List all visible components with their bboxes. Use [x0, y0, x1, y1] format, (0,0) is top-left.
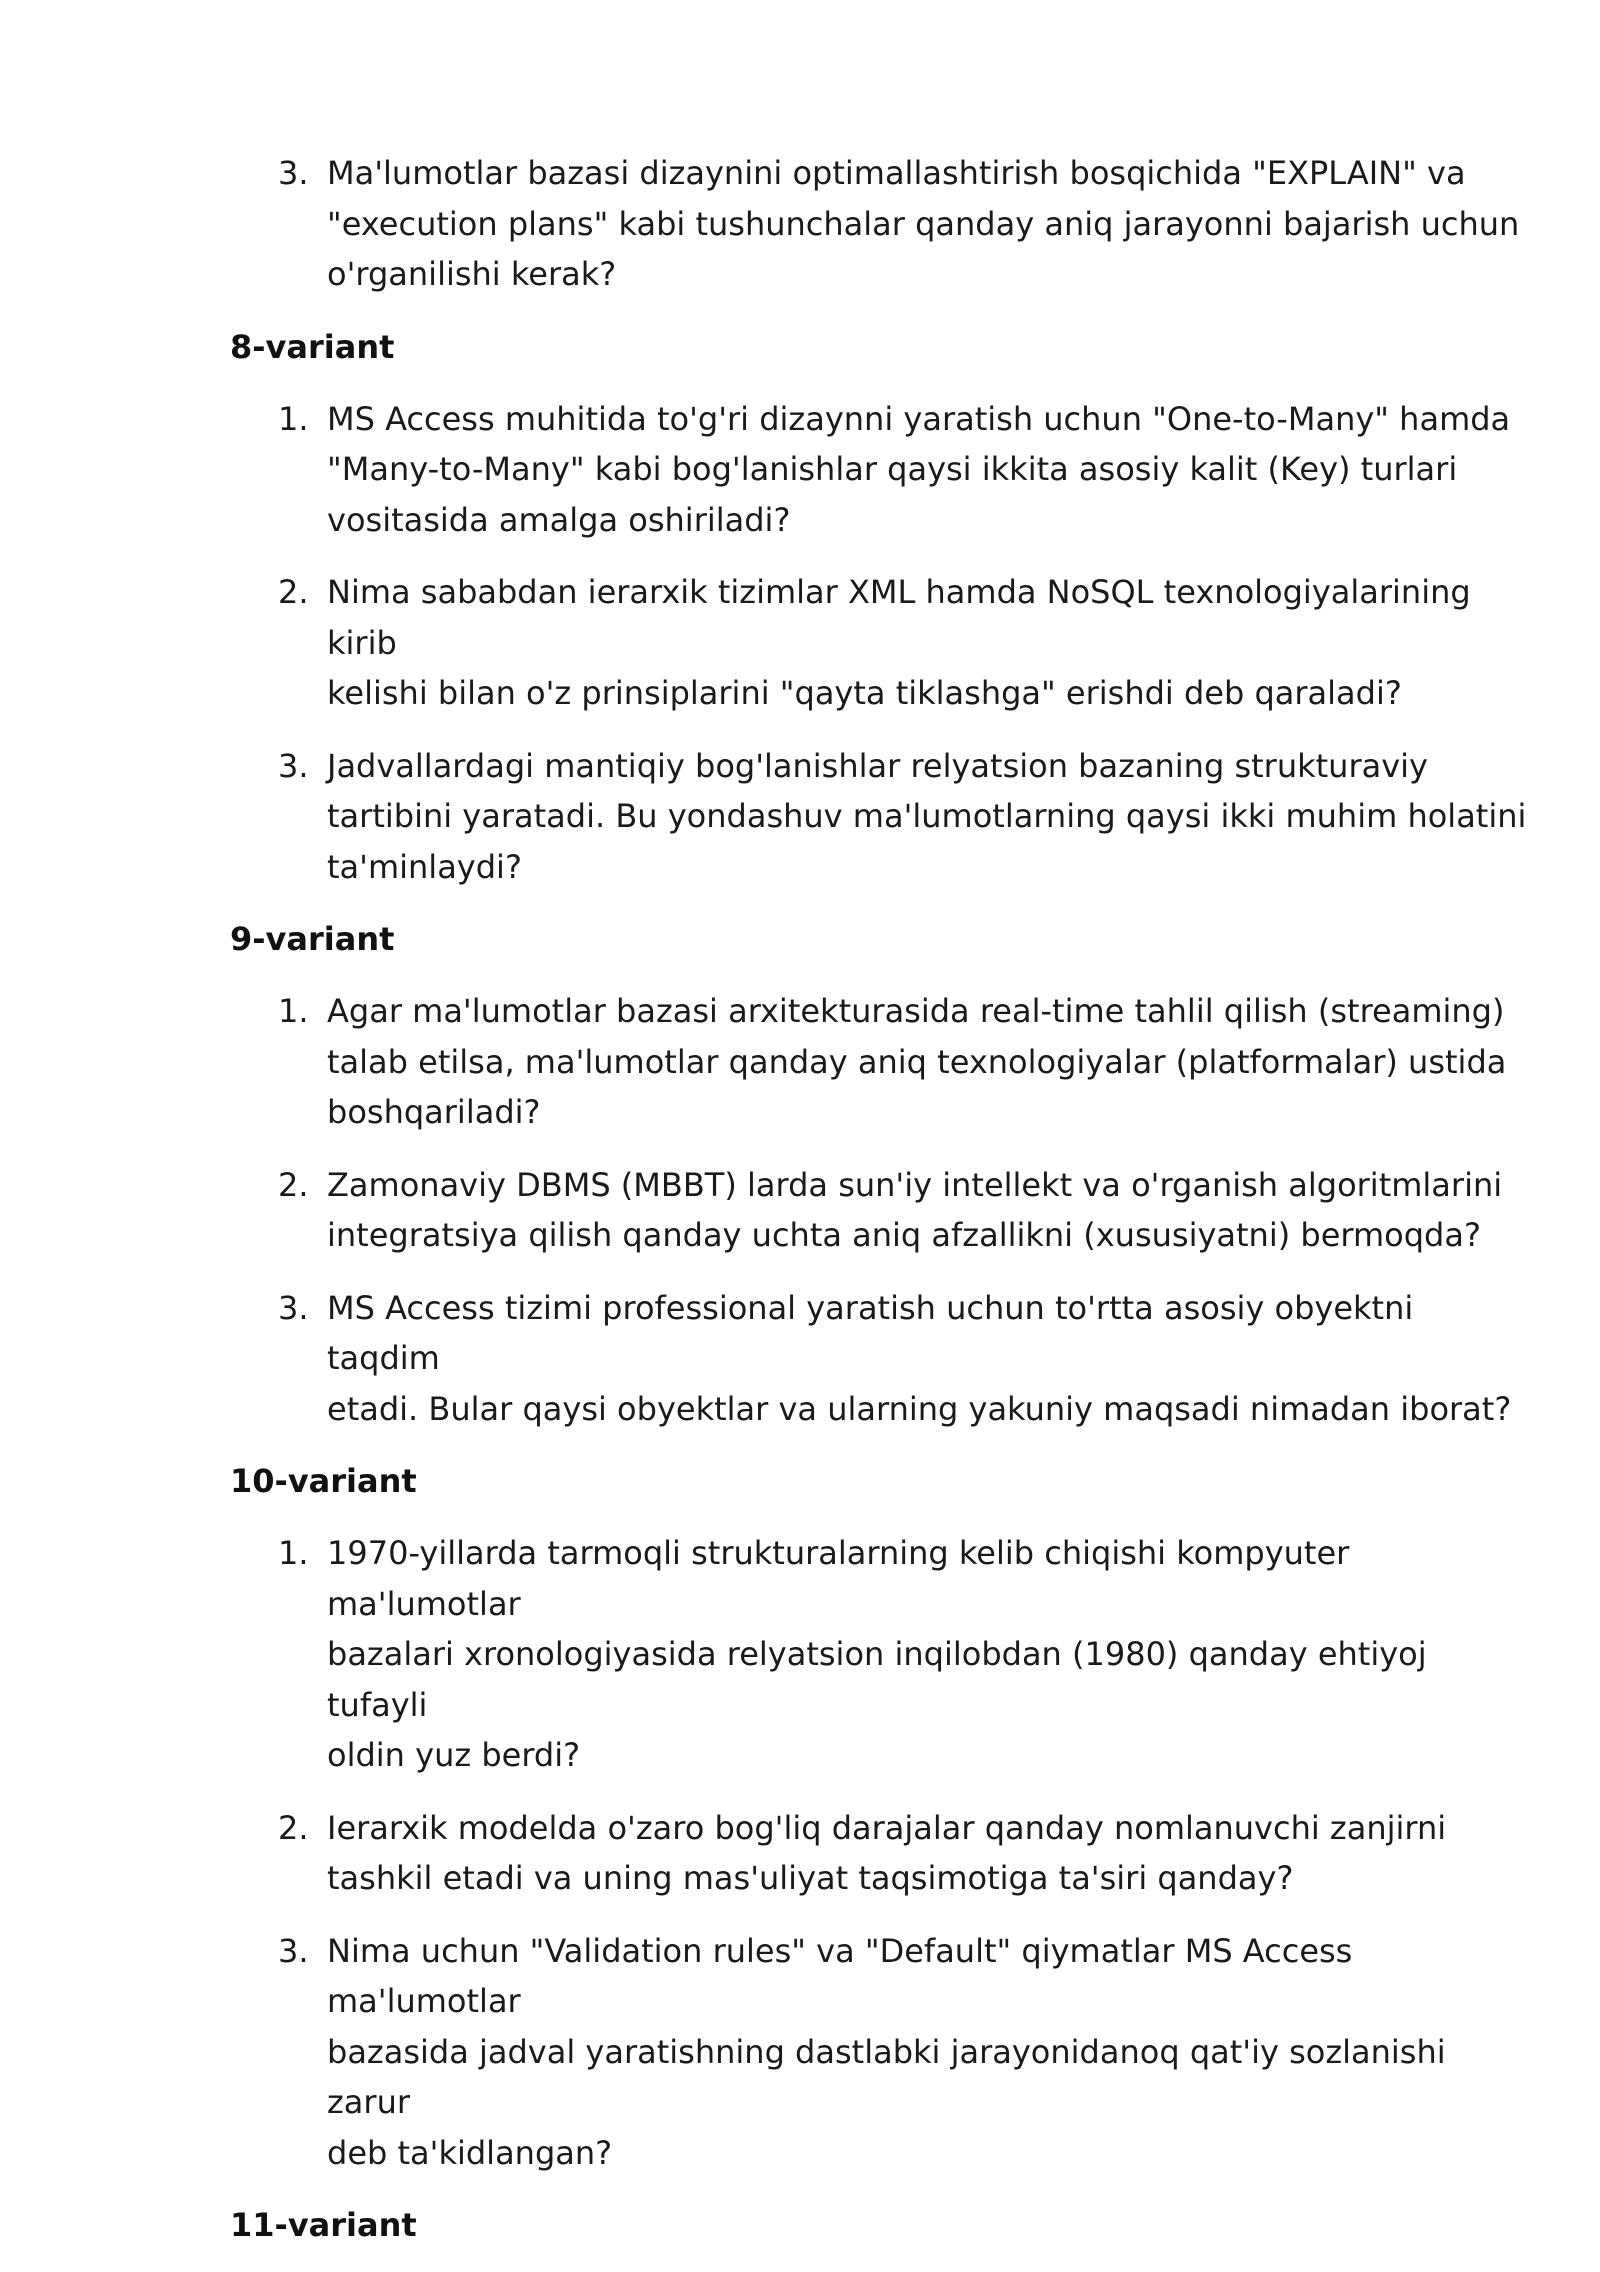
question-text [327, 741, 1530, 893]
variant-section-8 [230, 322, 1530, 893]
question-text [327, 567, 1530, 719]
question-list [230, 394, 1530, 893]
question-text [327, 148, 1530, 300]
question-line: Ma'lumotlar bazasi dizaynini optimallashtirish bosqichida "EXPLAIN" va [327, 154, 1466, 192]
question-item [230, 1926, 1530, 2179]
question-text [327, 986, 1530, 1138]
question-text [327, 394, 1530, 546]
question-number: 3. [278, 154, 309, 192]
question-item [230, 741, 1530, 893]
question-number: 2. [278, 1808, 309, 1847]
question-text [327, 1926, 1530, 2179]
question-number: 1. [278, 399, 309, 438]
question-line: boshqariladi? [327, 1093, 541, 1131]
question-line: tartibini yaratadi. Bu yondashuv ma'lumotlarning qaysi ikki muhim holatini [327, 797, 1527, 835]
leading-question-list [230, 148, 1530, 300]
question-line: oldin yuz berdi? [327, 1736, 581, 1774]
variant-heading: 8-variant [230, 327, 395, 366]
question-item [230, 986, 1530, 1138]
question-item [230, 394, 1530, 546]
question-item [230, 1803, 1530, 1904]
question-line: Agar ma'lumotlar bazasi arxitekturasida real-time tahlil qilish (streaming) [327, 992, 1505, 1030]
question-item [230, 1283, 1530, 1435]
question-line: MS Access muhitida to'g'ri dizaynni yaratish uchun "One-to-Many" hamda [327, 399, 1511, 438]
question-item [230, 567, 1530, 719]
question-line: 1970-yillarda tarmoqli strukturalarning kelib chiqishi kompyuter ma'lumotlar [327, 1534, 1350, 1623]
question-item [230, 148, 1530, 300]
question-line: Nima uchun "Validation rules" va "Default" qiymatlar MS Access ma'lumotlar [327, 1931, 1353, 2020]
question-text [327, 1528, 1530, 1781]
question-line: integratsiya qilish qanday uchta aniq afzallikni (xususiyatni) bermoqda? [327, 1216, 1481, 1254]
question-number: 1. [278, 992, 309, 1030]
question-number: 3. [278, 746, 309, 785]
question-line: bazasida jadval yaratishning dastlabki jarayonidanoq qat'iy sozlanishi zarur [327, 2032, 1446, 2121]
question-list [230, 986, 1530, 1434]
variant-section-10 [230, 1456, 1530, 2178]
question-number: 1. [278, 1534, 309, 1572]
question-text [327, 1160, 1530, 1261]
question-line: ta'minlaydi? [327, 847, 522, 886]
question-line: Nima sababdan ierarxik tizimlar XML hamda NoSQL texnologiyalarining kirib [327, 573, 1471, 662]
variant-section-9 [230, 914, 1530, 1434]
question-line: MS Access tizimi professional yaratish uchun to'rtta asosiy obyektni taqdim [327, 1288, 1414, 1377]
question-list [230, 1528, 1530, 2178]
question-number: 2. [278, 1165, 309, 1204]
question-line: deb ta'kidlangan? [327, 2133, 613, 2172]
question-number: 3. [278, 1931, 309, 1970]
question-line: etadi. Bular qaysi obyektlar va ularning yakuniy maqsadi nimadan iborat? [327, 1389, 1512, 1428]
question-item [230, 1528, 1530, 1781]
question-line: "execution plans" kabi tushunchalar qanday aniq jarayonni bajarish uchun [327, 204, 1520, 243]
question-line: bazalari xronologiyasida relyatsion inqilobdan (1980) qanday ehtiyoj tufayli [327, 1635, 1427, 1724]
question-item [230, 1160, 1530, 1261]
question-line: o'rganilishi kerak? [327, 255, 617, 293]
question-text [327, 1803, 1530, 1904]
question-line: talab etilsa, ma'lumotlar qanday aniq texnologiyalar (platformalar) ustida [327, 1042, 1507, 1081]
question-text [327, 1283, 1530, 1435]
question-line: Zamonaviy DBMS (MBBT) larda sun'iy intellekt va o'rganish algoritmlarini [327, 1165, 1503, 1204]
variant-heading: 9-variant [230, 920, 395, 958]
question-line: Ierarxik modelda o'zaro bog'liq darajalar qanday nomlanuvchi zanjirni [327, 1808, 1447, 1847]
question-line: kelishi bilan o'z prinsiplarini "qayta tiklashga" erishdi deb qaraladi? [327, 674, 1402, 712]
document-content [230, 148, 1530, 2272]
question-number: 3. [278, 1288, 309, 1327]
variant-heading: 10-variant [230, 1462, 417, 1500]
question-number: 2. [278, 573, 309, 611]
question-line: tashkil etadi va uning mas'uliyat taqsimotiga ta'siri qanday? [327, 1859, 1294, 1897]
variant-heading: 11-variant [230, 2206, 417, 2244]
question-line: "Many-to-Many" kabi bog'lanishlar qaysi ikkita asosiy kalit (Key) turlari [327, 450, 1458, 488]
variant-section-11 [230, 2200, 1530, 2250]
question-line: vositasida amalga oshiriladi? [327, 500, 791, 539]
question-line: Jadvallardagi mantiqiy bog'lanishlar relyatsion bazaning strukturaviy [327, 746, 1428, 785]
